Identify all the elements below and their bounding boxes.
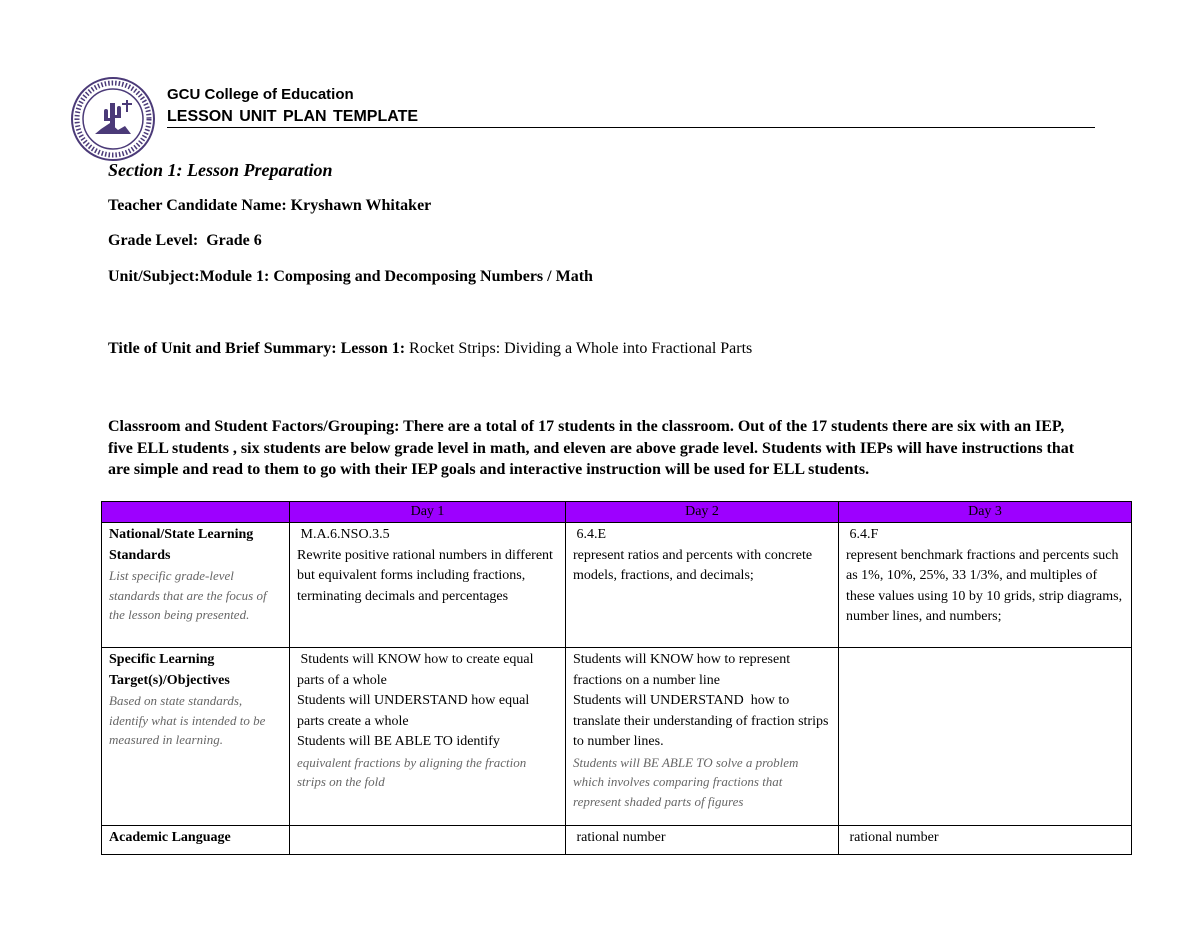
day2-cell: rational number [566, 826, 839, 855]
template-title: LESSON UNIT PLAN TEMPLATE [167, 108, 419, 125]
row-label-cell [102, 826, 290, 855]
factors-text: There are a total of 17 students in the classroom. Out of the 17 students there are six with an IEP, five ELL students , six students are below grade level in math, and eleven are above grade level. Students with IEPs will have instructions that are simple and read to them to go with their IEP goals and interactive instruction will be used for ELL students. [108, 418, 1075, 478]
grade-label: Grade Level: [108, 232, 199, 249]
teacher-value: Kryshawn Whitaker [290, 197, 432, 214]
row-label: Academic Language [109, 830, 231, 845]
header-rule [167, 127, 1095, 128]
unit-subject-line [108, 268, 593, 286]
column-header-day-2: Day 2 [566, 502, 839, 523]
table-header-row [102, 502, 1132, 523]
title-value: Rocket Strips: Dividing a Whole into Fractional Parts [409, 340, 753, 357]
classroom-factors [108, 416, 1083, 481]
table-row [102, 648, 1132, 826]
unit-label: Unit/Subject: [108, 268, 200, 285]
table-row [102, 826, 1132, 855]
day1-cell [290, 826, 566, 855]
day3-cell: 6.4.F represent benchmark fractions and percents such as 1%, 10%, 25%, 33 1/3%, and multiples of these values using 10 by 10 grids, strip diagrams, number lines, and numbers; [839, 523, 1132, 648]
column-header-blank [102, 502, 290, 523]
lesson-plan-table [101, 501, 1132, 855]
day1-text: Students will KNOW how to create equal parts of a whole Students will UNDERSTAND how equal parts create a whole Students will BE ABLE TO identify [297, 652, 534, 749]
grade-level-line [108, 232, 262, 250]
row-label-cell [102, 523, 290, 648]
teacher-label: Teacher Candidate Name: [108, 197, 287, 214]
column-header-day-1: Day 1 [290, 502, 566, 523]
title-label: Title of Unit and Brief Summary: [108, 340, 337, 357]
unit-title-line [108, 340, 752, 358]
row-label-cell [102, 648, 290, 826]
row-label: National/State Learning Standards [109, 527, 254, 563]
section-title: Section 1: Lesson Preparation [108, 160, 333, 180]
row-hint: Based on state standards, identify what is intended to be measured in learning. [109, 693, 266, 747]
day2-cell [566, 648, 839, 826]
table-row [102, 523, 1132, 648]
day3-cell [839, 648, 1132, 826]
factors-label: Classroom and Student Factors/Grouping: [108, 418, 400, 435]
college-name: GCU College of Education [167, 86, 354, 103]
grade-value: Grade 6 [206, 232, 262, 249]
day2-cell: 6.4.E represent ratios and percents with concrete models, fractions, and decimals; [566, 523, 839, 648]
day2-text: Students will KNOW how to represent fractions on a number line Students will UNDERSTAND how to translate their understanding of fraction strips to number lines. [573, 652, 829, 749]
day1-hint: equivalent fractions by aligning the fraction strips on the fold [297, 754, 527, 789]
teacher-name-line [108, 197, 431, 215]
column-header-day-3: Day 3 [839, 502, 1132, 523]
row-hint: List specific grade-level standards that are the focus of the lesson being presented. [109, 568, 267, 622]
day1-cell [290, 648, 566, 826]
day3-cell: rational number [839, 826, 1132, 855]
day2-hint: Students will BE ABLE TO solve a problem which involves comparing fractions that represent shaded parts of figures [573, 754, 799, 809]
gcu-seal-logo [70, 76, 156, 162]
day1-cell: M.A.6.NSO.3.5 Rewrite positive rational numbers in different but equivalent forms including fractions, terminating decimals and percentages [290, 523, 566, 648]
unit-value: Module 1: Composing and Decomposing Numbers / Math [199, 268, 593, 285]
title-lesson: Lesson 1: [340, 340, 406, 357]
row-label: Specific Learning Target(s)/Objectives [109, 652, 230, 688]
